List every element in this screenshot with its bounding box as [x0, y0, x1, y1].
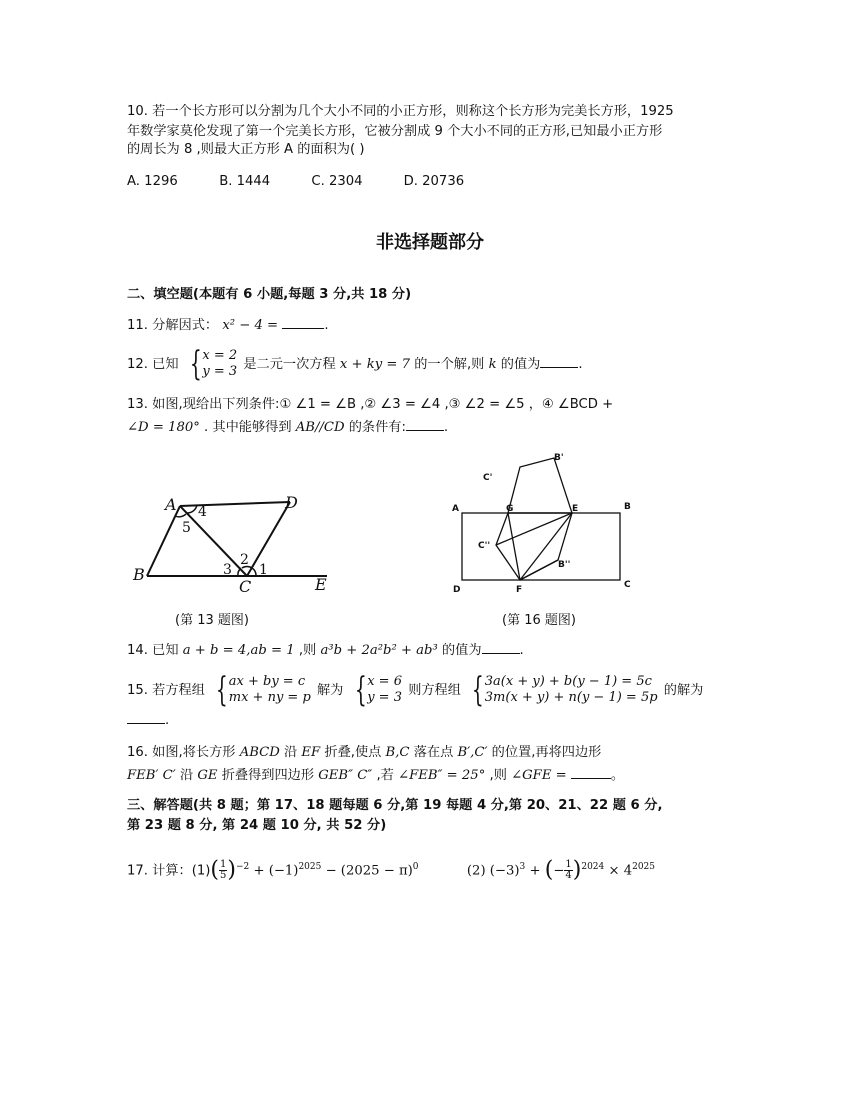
- label-d: D: [285, 493, 298, 512]
- q17-part2: − (2025 − π): [325, 863, 413, 879]
- q16-text2: 沿: [284, 745, 298, 760]
- q14-condition: a + b = 4,ab = 1: [182, 643, 295, 658]
- q16-abcd: ABCD: [239, 745, 280, 760]
- q10-option-a: A. 1296: [127, 174, 178, 189]
- q10-line2: 年数学家莫伦发现了第一个完美长方形，它被分割成 9 个大小不同的正方形,已知最小正方形: [127, 124, 663, 139]
- label-c: C: [239, 577, 252, 596]
- line-ac: [180, 506, 247, 576]
- label-5: 5: [182, 520, 191, 536]
- label-3: 3: [223, 562, 232, 578]
- q14-expr: a³b + 2a²b² + ab³: [320, 643, 438, 658]
- label16-c-double: C'': [478, 541, 491, 551]
- label16-c: C: [624, 580, 631, 590]
- q12-eq: x + ky = 7: [339, 357, 411, 372]
- q16-blank: [571, 766, 611, 779]
- q15-blank: [127, 711, 165, 724]
- q12: 12. 已知 { x = 2 y = 3 是二元一次方程 x + ky = 7 的一个解,则 k 的值为 .: [127, 344, 583, 384]
- q13-line1: 13. 如图,现给出下列条件:① ∠1 = ∠B ,② ∠3 = ∠4 ,③ ∠2 = ∠5 ，④ ∠BCD +: [127, 397, 614, 412]
- section3-header-line2: 第 23 题 8 分, 第 24 题 10 分, 共 52 分): [127, 818, 387, 833]
- q12-mid: 是二元一次方程: [243, 357, 336, 372]
- label16-b: B: [624, 502, 631, 512]
- q15-prefix: 15. 若方程组: [127, 683, 205, 698]
- q15-sys1-row1: ax + by = c: [228, 674, 306, 689]
- q12-prefix: 12. 已知: [127, 357, 179, 372]
- q17-num1: 1: [220, 858, 227, 870]
- arc-3: [238, 568, 241, 576]
- q16-line1: [127, 744, 601, 762]
- q17-exp3: 0: [412, 862, 419, 872]
- section2-header: 二、填空题(本题有 6 小题,每题 3 分,共 18 分): [127, 287, 412, 302]
- q17-part2-start: (2) (−3): [466, 863, 520, 879]
- label-2: 2: [240, 552, 249, 568]
- q11-blank: [282, 316, 324, 329]
- q11: 11. 分解因式： x² − 4 = .: [127, 318, 329, 333]
- q14-mid: ,则: [298, 643, 317, 658]
- q15-system1: { ax + by = c mx + ny = p: [215, 670, 311, 710]
- q17-part1: + (−1): [253, 863, 299, 879]
- q17-prefix: 17. 计算：(1): [127, 863, 211, 879]
- q16-bc-prime: B′,C′: [457, 745, 488, 760]
- figure-16-caption: (第 16 题图): [502, 613, 576, 628]
- q16-period: 。: [610, 768, 625, 783]
- q15: [127, 670, 704, 710]
- q13-angle-condition: ∠D = 180°: [127, 420, 200, 435]
- q17-exp5: 2024: [581, 862, 605, 872]
- q16-ge: GE: [197, 768, 218, 783]
- q17-exp2: 2025: [298, 862, 322, 872]
- q16-angle-gfe: ∠GFE =: [511, 768, 567, 783]
- q14-tail: 的值为: [441, 643, 482, 658]
- q16-text8: ,若: [376, 768, 394, 783]
- q14: 14. 已知 a + b = 4,ab = 1 ,则 a³b + 2a²b² + ab³ 的值为 .: [127, 643, 524, 658]
- label16-c-prime: C': [483, 473, 493, 483]
- q16-text9: ,则: [489, 768, 507, 783]
- q13-tail: 的条件有:: [348, 420, 406, 435]
- q12-blank: [540, 355, 578, 368]
- label-e: E: [315, 575, 327, 594]
- q15-sys3-row2: 3m(x + y) + n(y − 1) = 5p: [484, 690, 658, 705]
- q16-text4: 落在点: [413, 745, 454, 760]
- q16-text1: 16. 如图,将长方形: [127, 745, 236, 760]
- q16-line2: [127, 766, 624, 785]
- q12-row1: x = 2: [202, 348, 238, 363]
- line-dc: [247, 502, 290, 576]
- label-4: 4: [198, 504, 207, 520]
- q17-den1: 5: [220, 869, 227, 881]
- q12-row2: y = 3: [202, 364, 238, 379]
- q11-prefix: 11. 分解因式：: [127, 318, 219, 333]
- line-g-f: [508, 513, 520, 580]
- q12-var: k: [488, 357, 497, 372]
- q14-prefix: 14. 已知: [127, 643, 179, 658]
- q17-num2: 1: [565, 858, 572, 870]
- figure-13: [125, 488, 340, 598]
- label16-a: A: [452, 504, 459, 514]
- q17-fraction2: [564, 860, 572, 881]
- q15-sys3-row1: 3a(x + y) + b(y − 1) = 5c: [484, 674, 652, 689]
- q11-expr: x² − 4 =: [222, 318, 279, 333]
- line-c2-e: [496, 513, 572, 545]
- line-f-b2: [520, 560, 558, 580]
- q16-angle-feb: ∠FEB″ = 25°: [398, 768, 486, 783]
- figure-13-caption: (第 13 题图): [175, 613, 249, 628]
- q17-den2: 4: [565, 869, 572, 881]
- label-a: A: [165, 495, 177, 514]
- q17-times: × 4: [608, 863, 633, 879]
- label-1: 1: [259, 562, 268, 578]
- q15-mid1: 解为: [316, 683, 344, 698]
- q10-line3: 的周长为 8 ,则最大正方形 A 的面积为( ): [127, 142, 365, 157]
- section3-header-line1: 三、解答题(共 8 题；第 17、18 题每题 6 分,第 19 每题 4 分,第 20、21、22 题 6 分,: [127, 798, 663, 813]
- label16-f: F: [516, 585, 523, 595]
- label16-e: E: [572, 504, 579, 514]
- label-b: B: [133, 565, 145, 584]
- q15-sys2-row2: y = 3: [367, 690, 402, 705]
- q12-tail2: 的值为: [500, 357, 541, 372]
- q13-line2: ∠D = 180° . 其中能够得到 AB//CD 的条件有: .: [127, 420, 449, 435]
- q15-system3: { 3a(x + y) + b(y − 1) = 5c 3m(x + y) + n(y − 1) = 5p: [472, 670, 658, 710]
- q16-text7: 折叠得到四边形: [221, 768, 315, 783]
- q15-mid2: 则方程组: [408, 683, 461, 698]
- q15-tail: 的解为: [663, 683, 704, 698]
- q16-geb-c: GEB″ C″: [318, 768, 373, 783]
- q14-blank: [482, 641, 520, 654]
- q12-tail1: 的一个解,则: [414, 357, 485, 372]
- q17-exp4: 3: [519, 862, 526, 872]
- q10-option-d: D. 20736: [403, 174, 465, 189]
- q10-option-b: B. 1444: [219, 174, 271, 189]
- q17-exp1: −2: [235, 862, 250, 872]
- section-title: 非选择题部分: [376, 232, 484, 253]
- q16-feb-c: FEB′ C′: [127, 768, 176, 783]
- q15-sys1-row2: mx + ny = p: [228, 690, 311, 705]
- q16-text3: 折叠,使点: [324, 745, 382, 760]
- q17-exp6: 2025: [632, 862, 655, 872]
- q10-options: [127, 173, 464, 191]
- q15-system2: { x = 6 y = 3: [354, 670, 402, 710]
- q17-plus: +: [529, 863, 541, 879]
- q16-bc: B,C: [385, 745, 410, 760]
- q16-ef: EF: [301, 745, 321, 760]
- label16-g: G: [506, 504, 514, 514]
- q16-text5: 的位置,再将四边形: [491, 745, 602, 760]
- q13-blank: [406, 418, 444, 431]
- q10-line1: 10. 若一个长方形可以分割为几个大小不同的小正方形，则称这个长方形为完美长方形，1925: [127, 104, 674, 119]
- q12-system: { x = 2 y = 3: [189, 344, 238, 384]
- q17: 17. 计算：(1)( $\frac{1}{5}$ )$^{-2} + (-1)^{2025} - (2025 - \pi)^0$ (2) $(-3)^3$ + (− $\frac{1}{4}$ )$^{2024} \times 4^{2025}$: [127, 857, 655, 883]
- label16-b-double: B'': [558, 560, 571, 570]
- arc-1: [252, 568, 256, 576]
- figure-16: [450, 450, 640, 598]
- q13-parallel: AB//CD: [295, 420, 345, 435]
- q16-text6: 沿: [179, 768, 194, 783]
- label16-d: D: [453, 585, 461, 595]
- q15-answer: .: [127, 711, 169, 730]
- label16-b-prime: B': [554, 453, 564, 463]
- quad-gc-b: [508, 458, 572, 513]
- q10-option-c: C. 2304: [311, 174, 363, 189]
- q13-text: . 其中能够得到: [204, 420, 292, 435]
- q15-sys2-row1: x = 6: [367, 674, 402, 689]
